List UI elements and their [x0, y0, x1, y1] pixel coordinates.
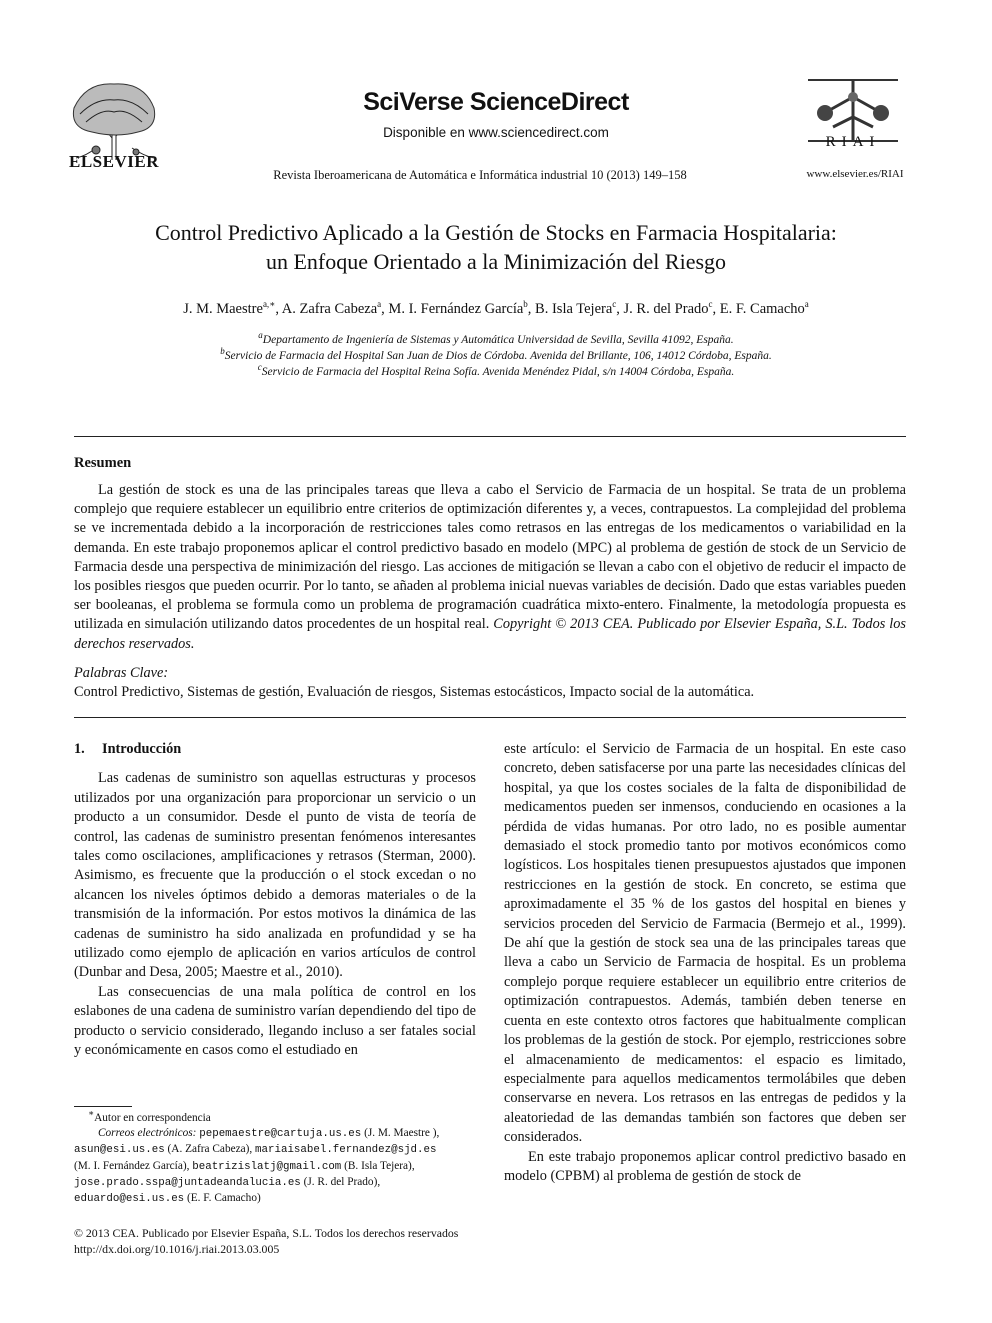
affiliation: $^a$Departamento de Ingeniería de Sistemas y Automática Universidad de Sevilla, Sevilla 41092, España.: [258, 330, 734, 346]
author: J. R. del Prado$^c$: [623, 299, 713, 317]
email-link[interactable]: eduardo@esi.us.es: [74, 1193, 185, 1206]
footer-copyright: © 2013 CEA. Publicado por Elsevier España, S.L. Todos los derechos reservados: [74, 1226, 459, 1240]
footnote: [74, 1108, 494, 1207]
emails-block: eduardo@esi.us.es (E. F. Camacho): [74, 1192, 261, 1206]
keywords-list: Control Predictivo, Sistemas de gestión, Evaluación de riesgos, Sistemas estocásticos, Impacto social de la automática.: [74, 684, 755, 700]
footnote-divider: [74, 1106, 132, 1107]
affiliation: $^b$Servicio de Farmacia del Hospital San Juan de Dios de Córdoba. Avenida del Brillante, 106, 14012 Córdoba, España.: [220, 346, 772, 362]
email-link[interactable]: pepemaestre@cartuja.us.es: [199, 1128, 362, 1141]
emails-block: jose.prado.sspa@juntadeandalucia.es (J. R. del Prado),: [74, 1175, 381, 1189]
author-list: J. M. Maestre$^{a,∗}$, A. Zafra Cabeza$^a$, M. I. Fernández García$^b$, B. Isla Tejera$^c$, J. R. del Prado$^c$, E. F. Camacho$^a$: [183, 299, 809, 317]
email-link[interactable]: mariaisabel.fernandez@sjd.es: [255, 1144, 437, 1157]
page-footer: [74, 1225, 458, 1257]
author: B. Isla Tejera$^c$: [535, 299, 617, 317]
abstract-heading: Resumen: [74, 455, 132, 471]
email-link[interactable]: asun@esi.us.es: [74, 1144, 165, 1157]
email-link[interactable]: beatrizislatj@gmail.com: [192, 1160, 342, 1173]
author: J. M. Maestre$^{a,∗}$: [183, 299, 276, 317]
paragraph: este artículo: el Servicio de Farmacia de un hospital. En este caso concreto, deben satisfacerse por una parte las necesidades clínicas del hospital, ya que los costes sociales de la falta de disponibilidad de medicamentos pueden ser inmensos, conduciendo en ocasiones a la pérdida de vidas humanas. Por otro lado, no es posible aumentar demasiado el stock promedio tanto por motivos económicos como logísticos. Los hospitales tienen presupuestos ajustados que imponen restricciones en la gestión de stock. En concreto, se estima que aproximadamente el 35 % de los gastos del hospital en bienes y servicios proceden del Servicio de Farmacia (Bermejo et al., 1999). De ahí que la gestión de stock sea una de las principales tareas que lleva a cabo un Servicio de Farmacia de hospital. Es un problema complejo porque requiere establecer un equilibrio entre criterios de optimización contrapuestos. Además, también deben tenerse en cuenta en este contexto otros factores que habitualmente complican los problemas de la gestión de stock. Por ejemplo, restricciones sobre el almacenamiento de medicamentos: el espacio es limitado, especialmente para aquellos medicamentos termolábiles que deben conservarse en nevera. Los retrasos en las entregas de pedidos y la aleatoriedad de las demandas también son factores que deben ser considerados.: [504, 741, 906, 1146]
availability-line: Disponible en www.sciencedirect.com: [383, 125, 609, 140]
title-line-2: un Enfoque Orientado a la Minimización del Riesgo: [265, 249, 727, 274]
divider: [74, 717, 906, 718]
left-column: [74, 740, 476, 1061]
journal-logo-text: RIAI: [825, 134, 881, 150]
author: E. F. Camacho$^a$: [719, 299, 809, 317]
paragraph: Las cadenas de suministro son aquellas estructuras y procesos utilizados por una organización para proporcionar un servicio o un producto a un consumidor. Desde el punto de vista de teoría de control, las cadenas de suministro presentan fenómenos interesantes tales como oscilaciones, amplificaciones y retrasos (Sterman, 2000). Asimismo, es frecuente que la producción o el stock excedan o no alcancen los niveles óptimos debido a demoras materiales o de la transmisión de la información. Por estos motivos la dinámica de las cadenas de suministro ha sido analizada en profundidad y se ha utilizado como ejemplo de aplicación en varios artículos de control (Dunbar and Desa, 2005; Maestre et al., 2010).: [74, 770, 476, 981]
journal-citation: Revista Iberoamericana de Automática e Informática industrial 10 (2013) 149–158: [273, 168, 687, 182]
email-link[interactable]: jose.prado.sspa@juntadeandalucia.es: [74, 1176, 301, 1189]
keywords-heading: Palabras Clave:: [74, 665, 169, 681]
paragraph: Las consecuencias de una mala política de control en los eslabones de una cadena de suministro varían dependiendo del tipo de producto o servicio considerado, llegando incluso a ser fatales social y económicamente en casos como el estudiado en: [74, 983, 476, 1059]
doi-link[interactable]: http://dx.doi.org/10.1016/j.riai.2013.03.005: [74, 1242, 280, 1256]
affiliation: $^c$Servicio de Farmacia del Hospital Reina Sofía. Avenida Menéndez Pidal, s/n 14004 Córdoba, España.: [257, 362, 735, 378]
emails-block: (M. I. Fernández García), beatrizislatj@gmail.com (B. Isla Tejera),: [74, 1159, 415, 1173]
platform-name: SciVerse ScienceDirect: [363, 88, 629, 116]
emails-block: asun@esi.us.es (A. Zafra Cabeza), mariaisabel.fernandez@sjd.es: [74, 1143, 437, 1157]
title-line-1: Control Predictivo Aplicado a la Gestión de Stocks en Farmacia Hospitalaria:: [155, 220, 837, 245]
publisher-name: ELSEVIER: [69, 152, 159, 171]
section-heading: 1. Introducción: [74, 741, 182, 757]
journal-url[interactable]: www.elsevier.es/RIAI: [806, 168, 904, 180]
paragraph: En este trabajo proponemos aplicar control predictivo basado en modelo (CPBM) al problema de gestión de stock de: [504, 1148, 906, 1184]
abstract-body: La gestión de stock es una de las principales tareas que lleva a cabo el Servicio de Farmacia de un hospital. Se trata de un problema complejo que requiere establecer un equilibrio entre criterios de optimización diferentes y, a veces, contrapuestos. La complejidad del problema se ve incrementada debido a la incorporación de restricciones tales como retrasos en las entregas de los medicamentos o variabilidad en la demanda. En este trabajo proponemos aplicar el control predictivo basado en modelo (MPC) al problema de gestión de stock de un Servicio de Farmacia desde una perspectiva de minimización del riesgo. Las acciones de mitigación se llevan a cabo con el objetivo de reducir el impacto de los posibles riesgos que pueden ocurrir. Por lo tanto, se añaden al problema inicial nuevas variables de decisión. Dado que estas variables pueden ser booleanas, el problema se formula como un problema de programación cuadrática mixto-entero. Finalmente, la metodología propuesta es utilizada en simulación utilizando datos procedentes de un hospital real. Copyright © 2013 CEA. Publicado por Elsevier España, S.L. Todos los derechos reservados.: [74, 482, 906, 652]
corresponding-note: ∗Autor en correspondencia: [88, 1108, 211, 1124]
emails-block: Correos electrónicos: pepemaestre@cartuja.us.es (J. M. Maestre ),: [98, 1127, 440, 1141]
divider: [74, 436, 906, 437]
author: M. I. Fernández García$^b$: [388, 299, 528, 317]
article-title: [80, 218, 912, 276]
author: A. Zafra Cabeza$^a$: [281, 299, 382, 317]
right-column: [504, 740, 906, 1186]
abstract-copyright: Copyright © 2013 CEA. Publicado por Elsevier España, S.L. Todos los derechos reservados.: [74, 616, 906, 652]
